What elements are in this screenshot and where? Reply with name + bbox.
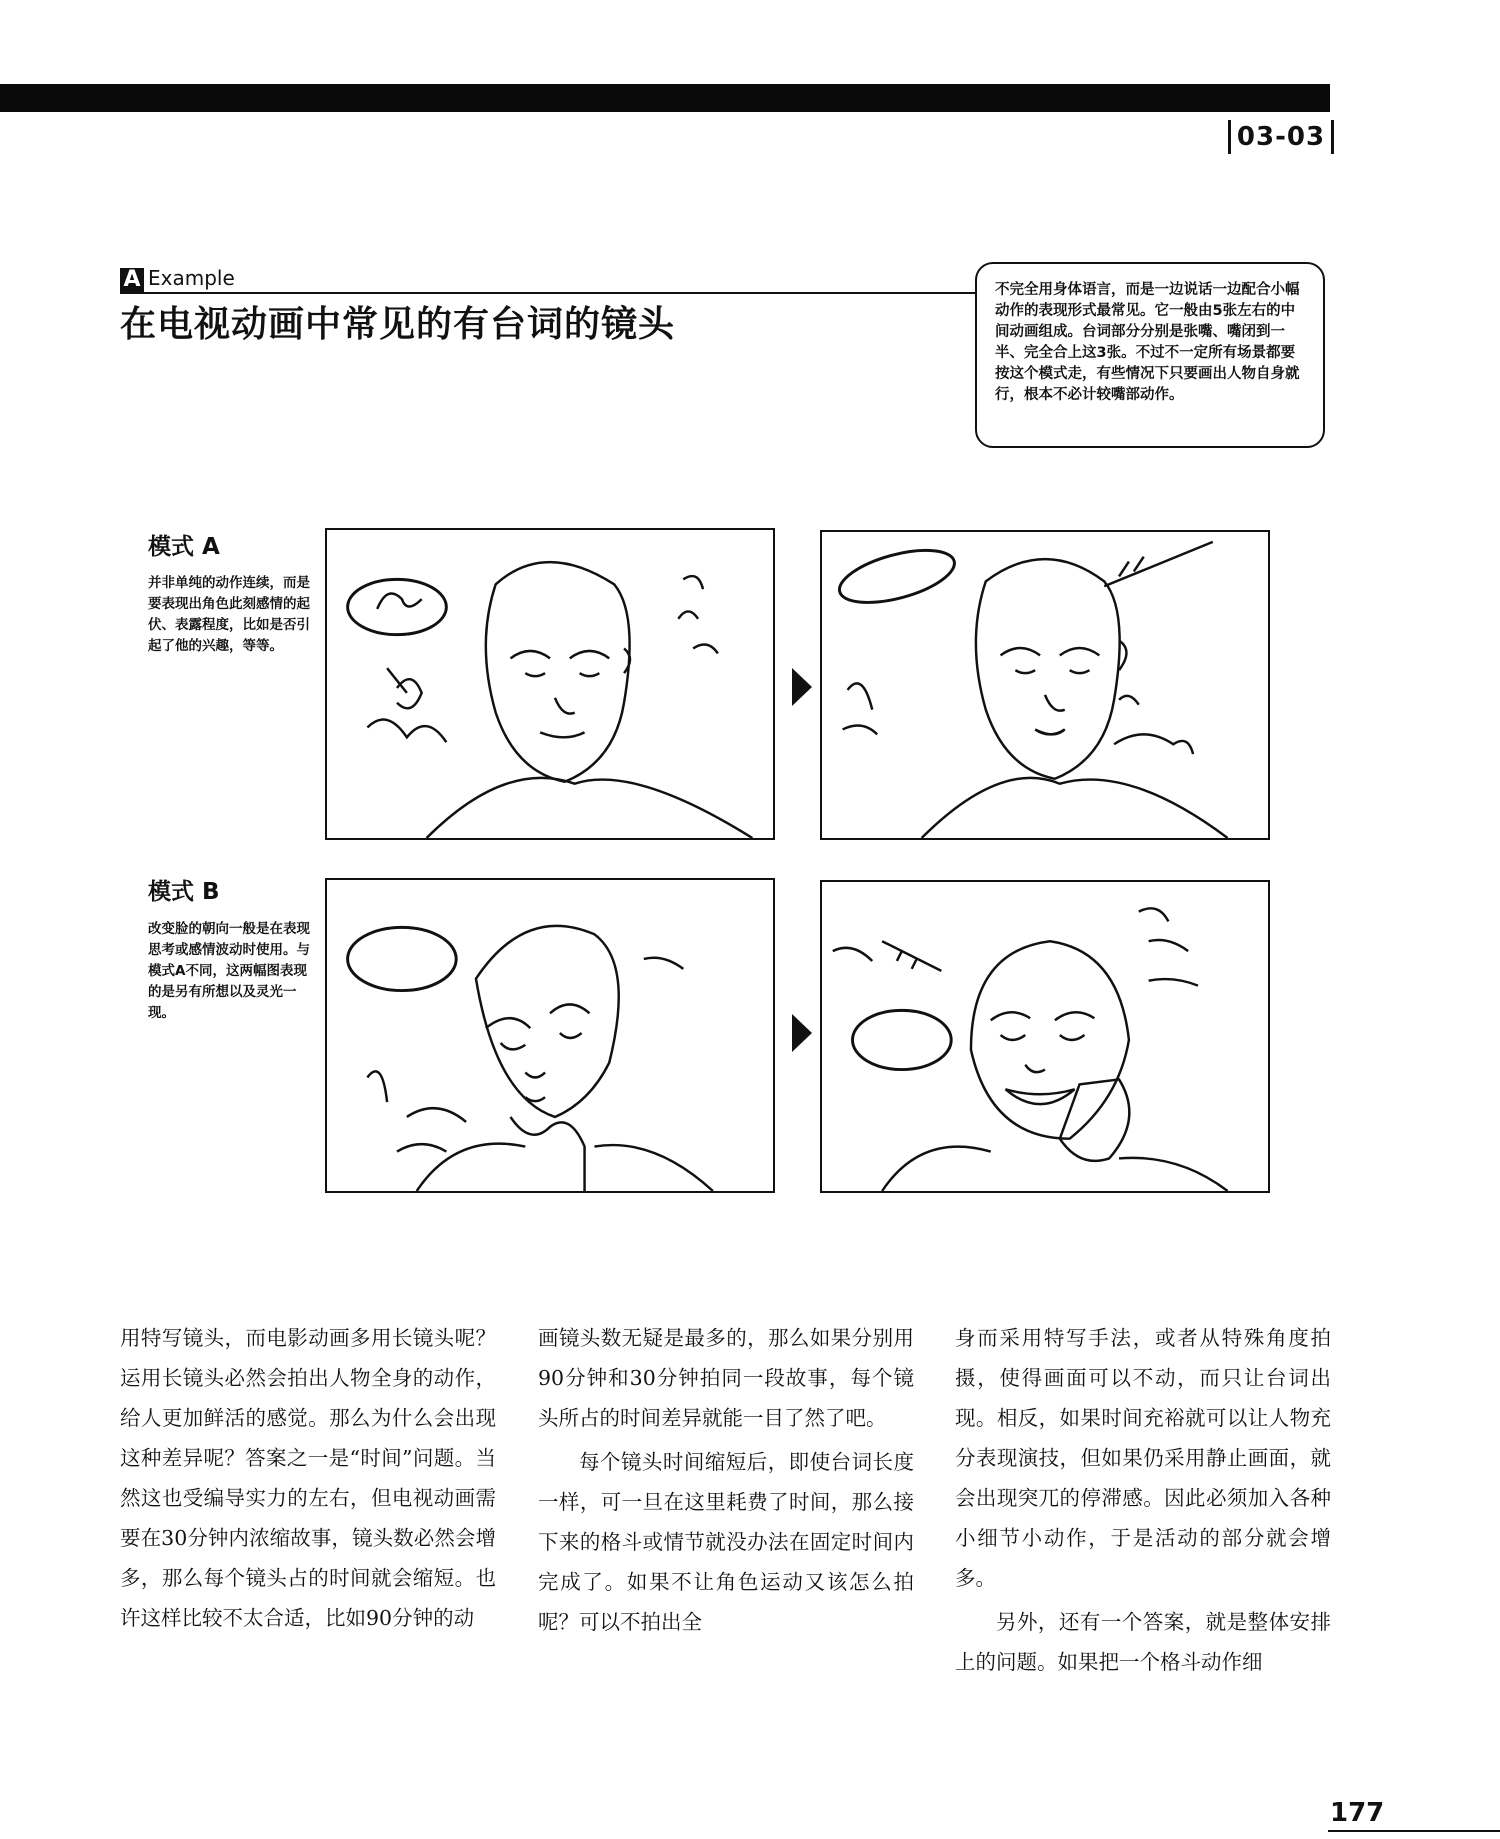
page-number-rule — [1328, 1830, 1500, 1832]
body-paragraph: 另外，还有一个答案，就是整体安排上的问题。如果把一个格斗动作细 — [955, 1610, 1331, 1674]
mode-b-title: 模式 B — [148, 879, 220, 905]
section-code: 03-03 — [1228, 120, 1334, 154]
example-badge: A — [120, 268, 144, 292]
header-bar — [0, 84, 1330, 112]
example-rule — [120, 292, 975, 294]
storyboard-panel-a1 — [325, 528, 775, 840]
body-paragraph: 身而采用特写手法，或者从特殊角度拍摄，使得画面可以不动，而只让台词出现。相反，如果时间充裕就可以让人物充分表现演技，但如果仍采用静止画面，就会出现突兀的停滞感。因此必须加入各种小细节小动作，于是活动的部分就会增多。 — [955, 1326, 1331, 1590]
storyboard-panel-b1 — [325, 878, 775, 1193]
arrow-right-icon — [792, 1014, 812, 1052]
bald-man-sketch — [822, 882, 1268, 1191]
bald-man-sketch — [822, 532, 1268, 838]
arrow-right-icon — [792, 668, 812, 706]
body-column-2 — [538, 1318, 914, 1642]
page-title: 在电视动画中常见的有台词的镜头 — [120, 304, 676, 345]
mode-a-title: 模式 A — [148, 534, 220, 560]
side-note: 不完全用身体语言，而是一边说话一边配合小幅动作的表现形式最常见。它一般由5张左右的中间动画组成。台词部分分别是张嘴、嘴闭到一半、完全合上这3张。不过不一定所有场景都要按这个模式走，有些情况下只要画出人物自身就行，根本不必计较嘴部动作。 — [975, 262, 1325, 448]
mode-a-description: 并非单纯的动作连续，而是要表现出角色此刻感情的起伏、表露程度，比如是否引起了他的兴趣，等等。 — [148, 575, 310, 654]
storyboard-panel-a2 — [820, 530, 1270, 840]
body-paragraph: 每个镜头时间缩短后，即使台词长度一样，可一旦在这里耗费了时间，那么接下来的格斗或情节就没办法在固定时间内完成了。如果不让角色运动又该怎么拍呢？可以不拍出全 — [538, 1450, 914, 1634]
bald-man-sketch — [327, 530, 773, 838]
body-column-1 — [120, 1318, 496, 1638]
body-paragraph: 画镜头数无疑是最多的，那么如果分别用90分钟和30分钟拍同一段故事，每个镜头所占的时间差异就能一目了然了吧。 — [538, 1326, 914, 1430]
page-number: 177 — [1330, 1798, 1385, 1828]
bald-man-sketch — [327, 880, 773, 1191]
body-column-3 — [955, 1318, 1331, 1682]
example-label: Example — [148, 266, 235, 290]
storyboard-panel-b2 — [820, 880, 1270, 1193]
mode-b-description: 改变脸的朝向一般是在表现思考或感情波动时使用。与模式A不同，这两幅图表现的是另有所想以及灵光一现。 — [148, 921, 310, 1021]
body-paragraph: 用特写镜头，而电影动画多用长镜头呢？运用长镜头必然会拍出人物全身的动作，给人更加鲜活的感觉。那么为什么会出现这种差异呢？答案之一是“时间”问题。当然这也受编导实力的左右，但电视动画需要在30分钟内浓缩故事，镜头数必然会增多，那么每个镜头占的时间就会缩短。也许这样比较不太合适，比如90分钟的动 — [120, 1326, 496, 1630]
